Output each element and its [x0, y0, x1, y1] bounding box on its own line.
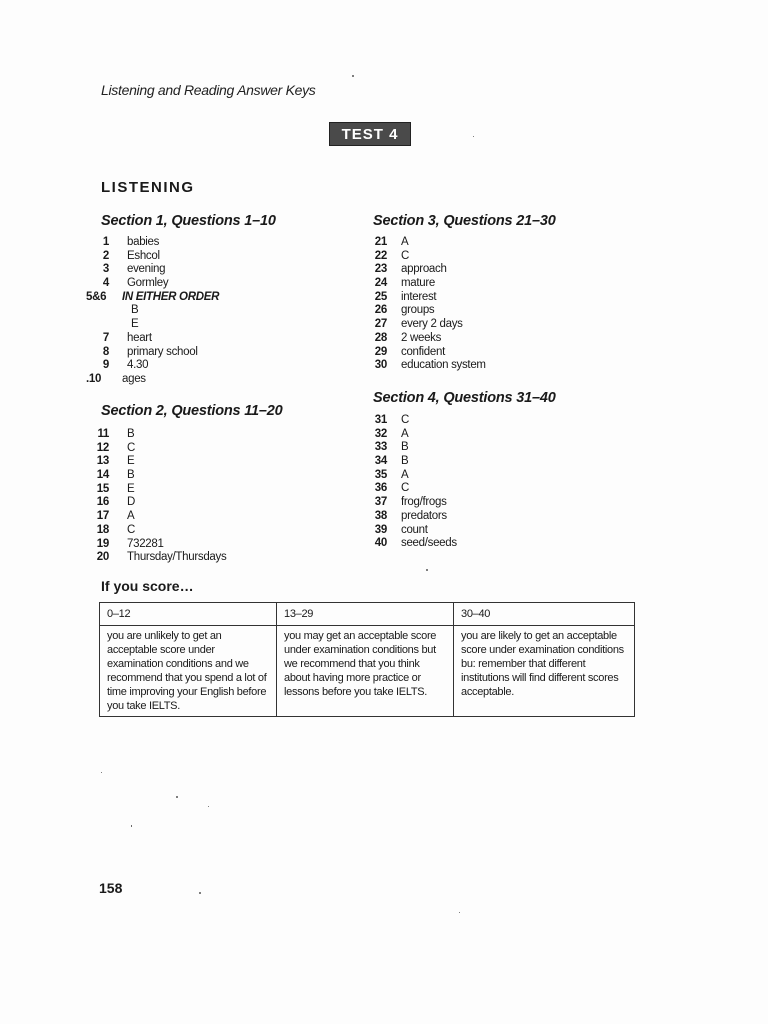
answer-row	[357, 304, 486, 318]
answer-row	[357, 318, 486, 332]
answer-text: 732281	[127, 537, 164, 550]
answer-row	[357, 263, 486, 277]
answer-text: B	[127, 428, 135, 440]
scan-speck	[131, 825, 132, 827]
score-table-header-row	[100, 603, 635, 626]
answer-text: evening	[127, 263, 166, 276]
answer-text: seed/seeds	[401, 537, 457, 550]
answer-text: approach	[401, 263, 447, 276]
answer-text: A	[401, 468, 409, 481]
answer-row	[86, 263, 219, 277]
answer-text: babies	[127, 236, 160, 248]
question-number: 22	[374, 249, 387, 262]
question-number: 9	[102, 359, 109, 372]
scan-speck	[199, 892, 201, 894]
question-number: 8	[102, 345, 109, 358]
answer-row	[86, 455, 226, 469]
answer-row	[357, 524, 457, 538]
answer-text: Thursday/Thursdays	[127, 551, 227, 564]
question-number: 30	[374, 359, 387, 372]
answer-text: A	[127, 510, 135, 523]
question-number: 25	[374, 290, 387, 303]
score-range-cell: 30–40	[454, 603, 635, 626]
answer-text: C	[401, 482, 410, 495]
scan-speck	[426, 569, 428, 571]
question-number: 36	[374, 482, 387, 495]
question-number: 29	[374, 345, 387, 358]
answer-row	[357, 346, 486, 360]
question-number: 32	[374, 427, 387, 440]
answer-text: heart	[127, 331, 152, 344]
scan-speck	[208, 806, 209, 807]
answer-row	[86, 318, 219, 332]
answer-text: E	[127, 455, 135, 468]
answer-row	[86, 442, 226, 456]
answer-text: C	[401, 249, 410, 262]
answer-text: 2 weeks	[401, 331, 442, 344]
question-number: .10	[86, 372, 102, 385]
answer-row	[86, 496, 226, 510]
listening-heading: LISTENING	[101, 179, 195, 196]
answer-row	[357, 332, 486, 346]
section-1-title: Section 1, Questions 1–10	[101, 213, 276, 229]
question-number: 7	[102, 331, 109, 344]
section-2-answers	[86, 428, 226, 565]
question-number: 4	[102, 277, 109, 290]
answer-row	[357, 414, 457, 428]
answer-row	[86, 373, 219, 387]
question-number: 37	[374, 496, 387, 509]
question-number: 24	[374, 277, 387, 290]
question-number: 2	[102, 249, 109, 262]
answer-row	[86, 510, 226, 524]
answer-text: education system	[401, 359, 486, 372]
question-number: 27	[374, 318, 387, 331]
section-3-title: Section 3, Questions 21–30	[373, 213, 556, 229]
question-number: 5&6	[86, 290, 107, 303]
scan-speck	[473, 136, 474, 137]
answer-row	[86, 359, 219, 373]
answer-text: C	[401, 414, 410, 426]
scan-speck	[352, 75, 354, 77]
score-table-body-row	[100, 626, 635, 717]
answer-row	[357, 250, 486, 264]
question-number: 15	[96, 482, 109, 495]
answer-text: Eshcol	[127, 249, 160, 262]
answer-row	[357, 496, 457, 510]
answer-row	[86, 538, 226, 552]
test-badge: TEST 4	[329, 122, 411, 146]
section-4-title: Section 4, Questions 31–40	[373, 390, 556, 406]
answer-text: E	[131, 318, 139, 331]
score-range-cell: 13–29	[277, 603, 454, 626]
question-number: 20	[96, 551, 109, 564]
section-3-answers	[357, 236, 486, 373]
answer-row	[357, 359, 486, 373]
answer-text: C	[127, 441, 136, 454]
question-number: 21	[374, 236, 387, 248]
question-number: 13	[96, 455, 109, 468]
answer-text: count	[401, 523, 428, 536]
question-number: 3	[102, 263, 109, 276]
question-number: 38	[374, 509, 387, 522]
score-range-cell: 0–12	[100, 603, 277, 626]
question-number: 14	[96, 469, 109, 482]
question-number: 12	[96, 441, 109, 454]
answer-text: primary school	[127, 345, 198, 358]
question-number: 35	[374, 468, 387, 481]
score-advice-cell: you are unlikely to get an acceptable score under examination conditions and we recommend that you spend a lot of time improving your English before you take IELTS.	[100, 626, 277, 717]
answer-text: predators	[401, 509, 447, 522]
answer-text: frog/frogs	[401, 496, 447, 509]
section-2-title: Section 2, Questions 11–20	[101, 403, 283, 419]
answer-row	[357, 469, 457, 483]
answer-row	[86, 469, 226, 483]
question-number: 39	[374, 523, 387, 536]
answer-text: B	[127, 469, 135, 482]
answer-text: every 2 days	[401, 318, 463, 331]
answer-text: mature	[401, 277, 435, 290]
answer-row	[86, 304, 219, 318]
answer-text: E	[127, 482, 135, 495]
answer-text: confident	[401, 345, 445, 358]
answer-row	[357, 537, 457, 551]
answer-row	[86, 332, 219, 346]
question-number: 18	[96, 523, 109, 536]
answer-text: ages	[122, 372, 146, 385]
answer-text: interest	[401, 290, 437, 303]
answer-row	[357, 277, 486, 291]
answer-row	[357, 291, 486, 305]
answer-text: groups	[401, 304, 435, 317]
answer-row	[86, 291, 219, 305]
answer-row	[86, 250, 219, 264]
answer-row	[357, 236, 486, 250]
answer-row	[86, 524, 226, 538]
answer-row	[86, 483, 226, 497]
question-number: 23	[374, 263, 387, 276]
answer-row	[86, 551, 226, 565]
scan-speck	[459, 912, 460, 913]
answer-text: B	[401, 441, 409, 454]
section-1-answers	[86, 236, 219, 387]
question-number: 40	[374, 537, 387, 550]
scan-speck	[101, 772, 102, 773]
answer-text: A	[401, 427, 409, 440]
answer-row	[357, 510, 457, 524]
score-advice-cell: you are likely to get an acceptable score under examination conditions bu: remember that different institutions will find different scores acceptable.	[454, 626, 635, 717]
answer-row	[86, 346, 219, 360]
score-table	[99, 602, 635, 717]
page-number: 158	[99, 880, 123, 896]
answer-row	[357, 482, 457, 496]
answer-row	[357, 428, 457, 442]
answer-row	[86, 277, 219, 291]
question-number: 16	[96, 496, 109, 509]
answer-row	[86, 236, 219, 250]
score-title: If you score…	[101, 578, 194, 594]
answer-text: D	[127, 496, 136, 509]
scan-speck	[176, 796, 178, 798]
answer-text: C	[127, 523, 136, 536]
question-number: 1	[102, 236, 109, 248]
answer-row	[86, 428, 226, 442]
answer-text: 4.30	[127, 359, 149, 372]
score-advice-cell: you may get an acceptable score under examination conditions but we recommend that you think about having more practice or lessons before you take IELTS.	[277, 626, 454, 717]
question-number: 19	[96, 537, 109, 550]
answer-text: IN EITHER ORDER	[122, 290, 220, 303]
page-header: Listening and Reading Answer Keys	[101, 82, 316, 98]
answer-row	[357, 441, 457, 455]
section-4-answers	[357, 414, 457, 551]
question-number: 33	[374, 441, 387, 454]
answer-text: Gormley	[127, 277, 169, 290]
question-number: 11	[97, 428, 109, 440]
question-number: 31	[374, 414, 387, 426]
question-number: 28	[374, 331, 387, 344]
question-number: 17	[96, 510, 109, 523]
answer-row	[357, 455, 457, 469]
answer-text: B	[131, 304, 139, 317]
answer-text: A	[401, 236, 409, 248]
question-number: 34	[374, 455, 387, 468]
answer-text: B	[401, 455, 409, 468]
question-number: 26	[374, 304, 387, 317]
